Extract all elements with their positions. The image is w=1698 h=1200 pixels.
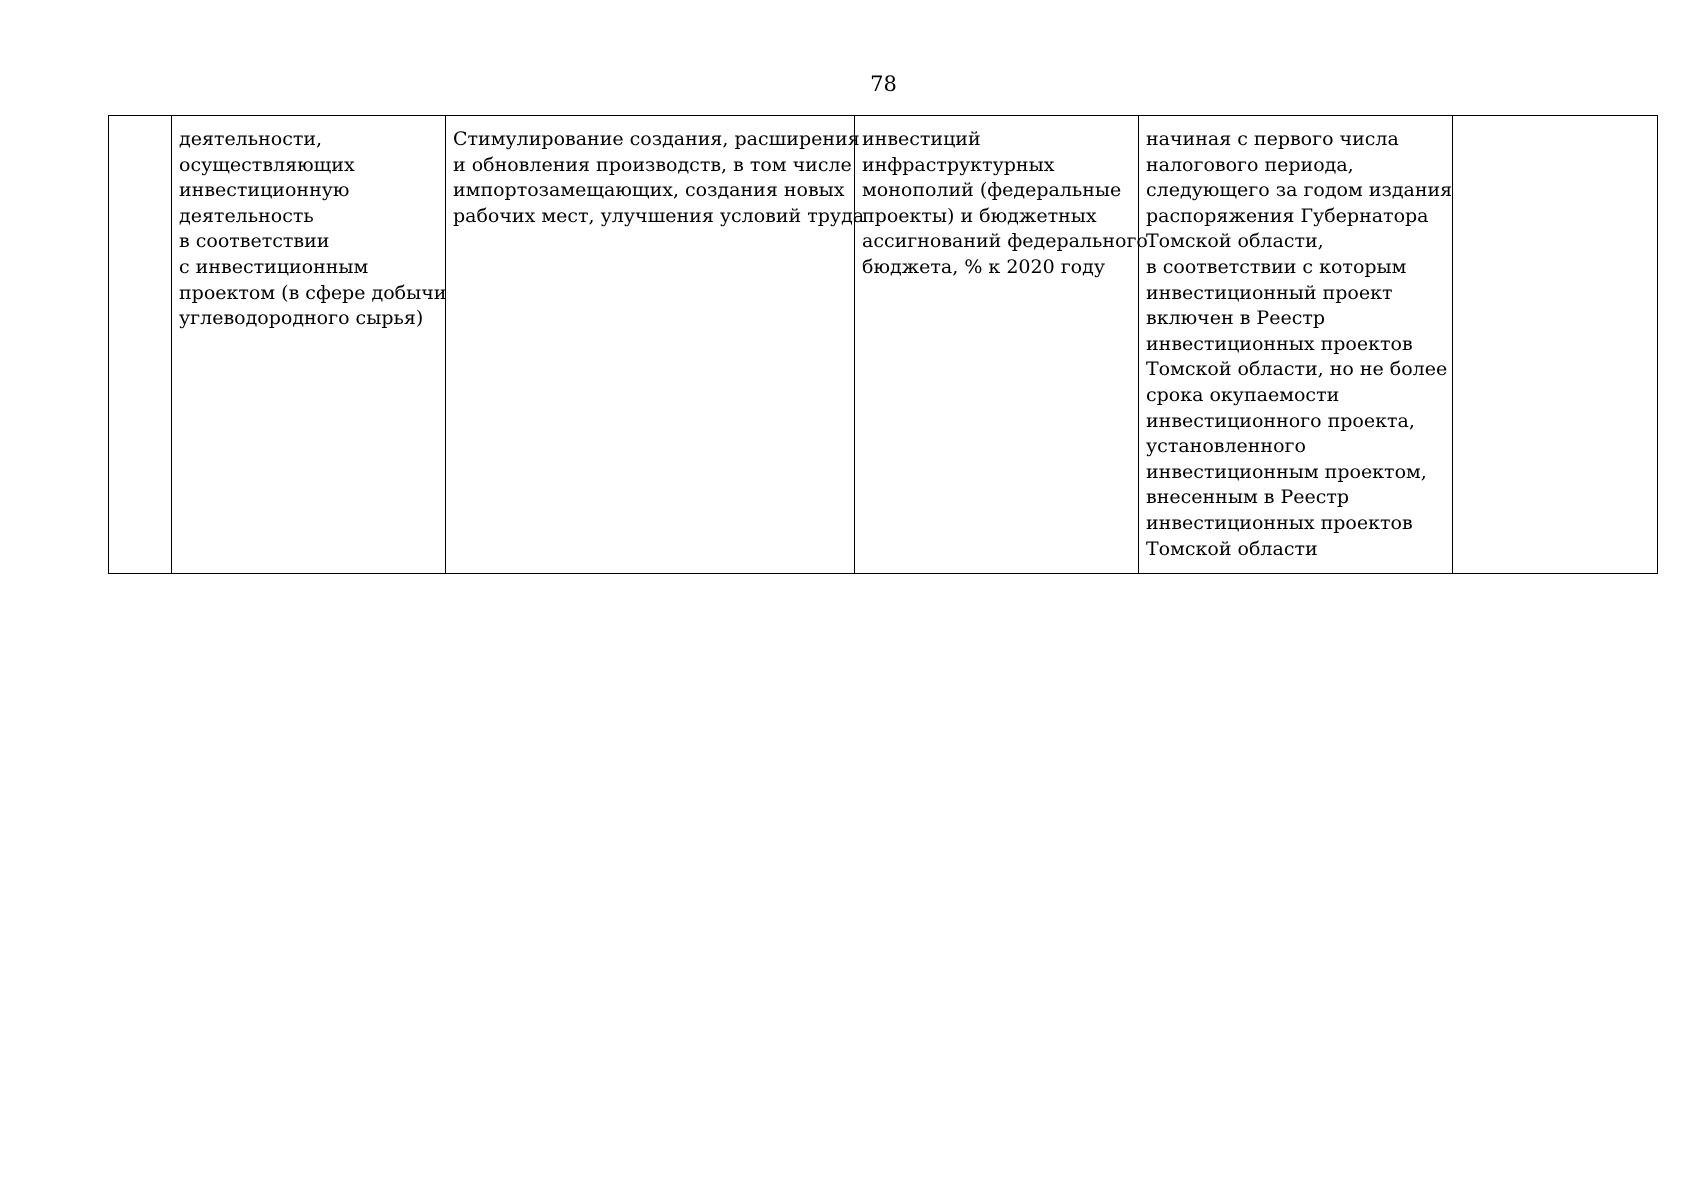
page-number: 78	[870, 72, 897, 96]
cell-line: деятельность	[179, 204, 314, 227]
cell-line: налогового периода,	[1146, 153, 1354, 176]
document-table	[108, 115, 1658, 574]
cell-line: импортозамещающих, создания новых	[453, 179, 845, 202]
cell-line: Стимулирование создания, расширения	[453, 128, 860, 150]
cell-line: следующего за годом издания	[1146, 179, 1453, 202]
cell-line: инвестиций	[862, 128, 981, 150]
cell-line: проектом (в сфере добычи	[179, 281, 447, 304]
cell-line: рабочих мест, улучшения условий труда	[453, 204, 865, 227]
cell-line: инвестиционных проектов	[1146, 332, 1413, 355]
cell-line: установленного	[1146, 435, 1306, 458]
cell-indicator	[855, 116, 1148, 574]
cell-line: осуществляющих	[179, 153, 355, 176]
cell-line: включен в Реестр	[1146, 307, 1326, 330]
cell-line: начиная с первого числа	[1146, 128, 1399, 150]
table-row	[109, 116, 1658, 574]
cell-line: Томской области, но не более	[1146, 358, 1448, 381]
cell-notes	[1453, 116, 1658, 574]
cell-line: инфраструктурных	[862, 153, 1055, 176]
cell-category	[172, 116, 446, 574]
cell-line: инвестиционных проектов	[1146, 511, 1413, 534]
cell-line: Томской области,	[1146, 230, 1324, 253]
cell-line: с инвестиционным	[179, 255, 369, 278]
cell-line: и обновления производств, в том числе	[453, 153, 852, 176]
cell-line: проекты) и бюджетных	[862, 204, 1097, 227]
cell-line: монополий (федеральные	[862, 179, 1122, 202]
cell-line: внесенным в Реестр	[1146, 486, 1350, 509]
cell-line: ассигнований федерального	[862, 230, 1148, 253]
cell-period	[1139, 116, 1453, 574]
cell-line: инвестиционную	[179, 179, 350, 202]
cell-number	[109, 116, 172, 574]
cell-line: в соответствии с которым	[1146, 255, 1407, 278]
cell-line: Томской области	[1146, 537, 1318, 560]
cell-line: инвестиционного проекта,	[1146, 409, 1415, 432]
cell-goal	[446, 116, 865, 574]
cell-line: бюджета, % к 2020 году	[862, 255, 1105, 278]
cell-line: углеводородного сырья)	[179, 307, 424, 330]
cell-line: инвестиционным проектом,	[1146, 460, 1427, 483]
cell-line: деятельности,	[179, 128, 323, 150]
cell-line: срока окупаемости	[1146, 383, 1340, 406]
cell-line: в соответствии	[179, 230, 330, 253]
cell-line: распоряжения Губернатора	[1146, 204, 1429, 227]
cell-line: инвестиционный проект	[1146, 281, 1393, 304]
